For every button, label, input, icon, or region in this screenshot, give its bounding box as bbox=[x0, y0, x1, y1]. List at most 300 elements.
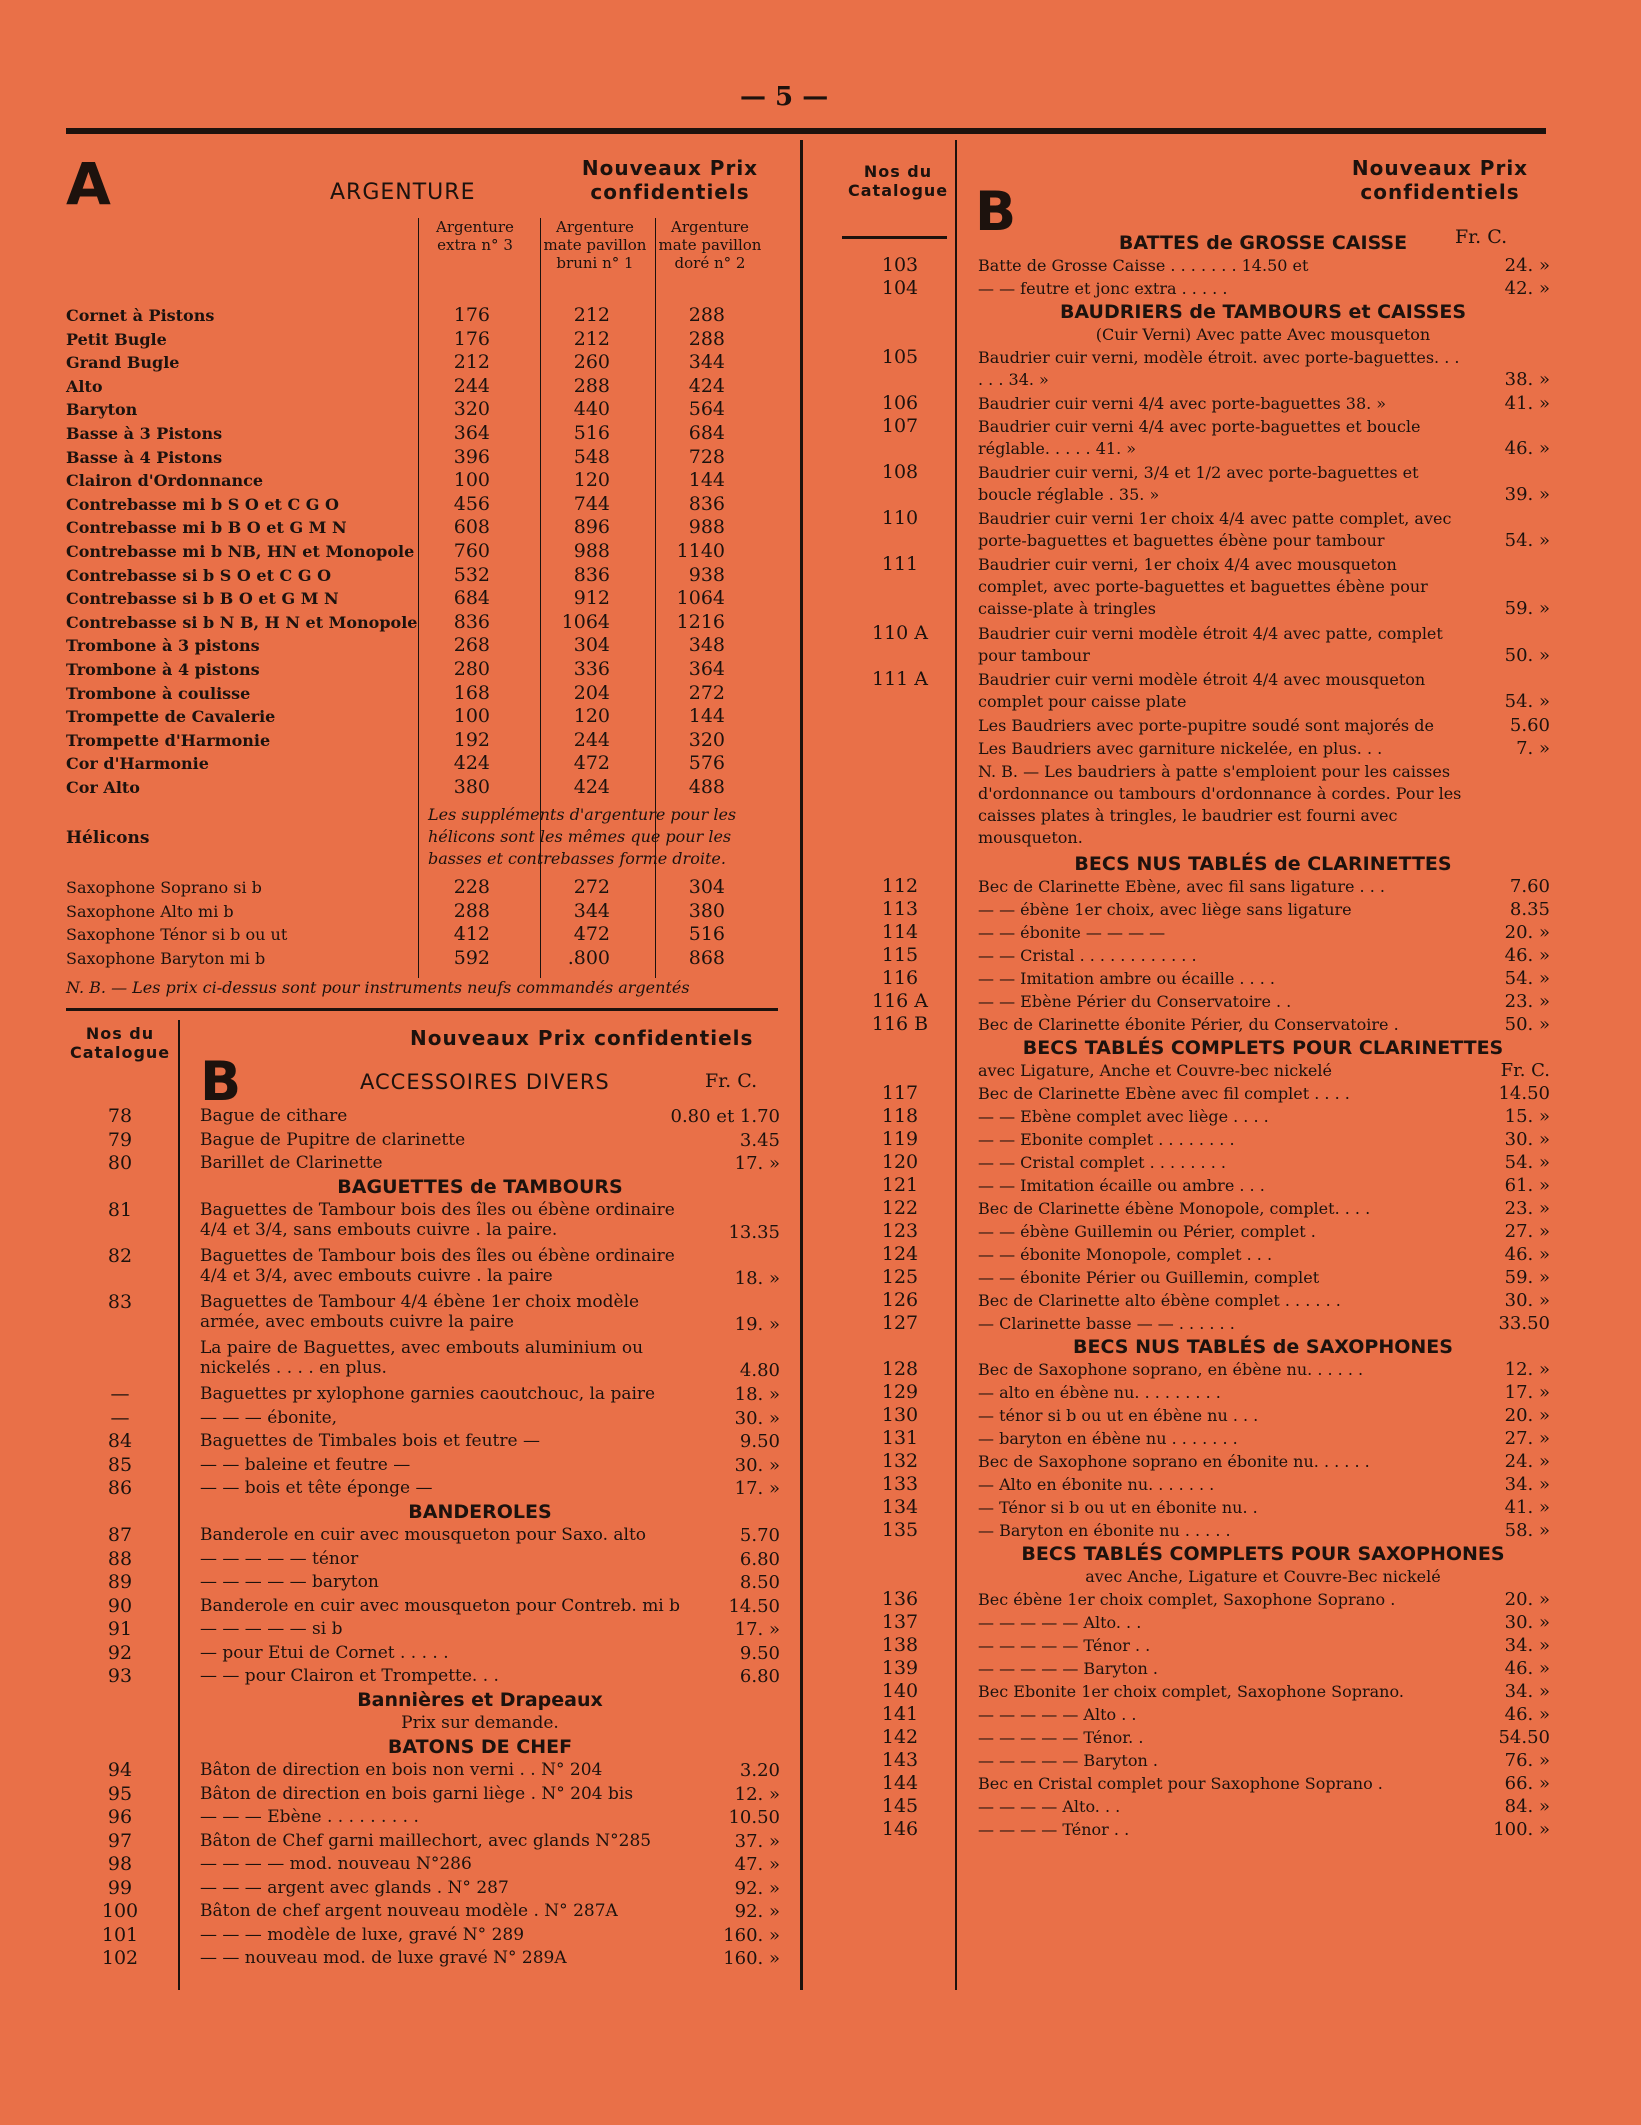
argenture-price: 424 bbox=[573, 776, 610, 798]
sax-price: .800 bbox=[567, 946, 610, 969]
item-price: 24. » bbox=[1504, 255, 1550, 276]
argenture-price: 144 bbox=[688, 705, 725, 728]
accessory-price: 14.50 bbox=[728, 1595, 780, 1617]
sax-price: 868 bbox=[688, 946, 725, 969]
accessory-description: Baguettes de Tambour bois des îles ou ébène ordinaire 4/4 et 3/4, sans embouts cuivre . la paire. bbox=[200, 1200, 675, 1240]
item-price: 46. » bbox=[1504, 945, 1550, 966]
catalog-number: 132 bbox=[881, 1450, 919, 1472]
item-description: Baudrier cuir verni, 3/4 et 1/2 avec porte-baguettes et boucle réglable . 35. » bbox=[978, 463, 1419, 504]
item-description: Bec de Clarinette Ebène, avec fil sans ligature . . . bbox=[978, 877, 1385, 896]
col-header-3: Argenture mate pavillon doré n° 2 bbox=[658, 218, 762, 272]
item-price: 12. » bbox=[1504, 1359, 1550, 1380]
catalog-number: — bbox=[110, 1383, 130, 1405]
catalog-number: 144 bbox=[881, 1772, 919, 1794]
item-price: 30. » bbox=[1504, 1129, 1550, 1150]
argenture-item-name: Basse à 4 Pistons bbox=[66, 447, 223, 467]
argenture-price: 396 bbox=[453, 445, 490, 468]
argenture-price: 912 bbox=[573, 587, 610, 610]
item-price: 34. » bbox=[1504, 1635, 1550, 1656]
argenture-price: 760 bbox=[453, 540, 490, 562]
catalog-number: 121 bbox=[881, 1174, 919, 1196]
argenture-price: 288 bbox=[688, 304, 725, 326]
item-price: 20. » bbox=[1504, 1589, 1550, 1610]
argenture-price: 440 bbox=[573, 398, 610, 421]
catalog-number: 139 bbox=[881, 1657, 919, 1679]
section-heading: BECS NUS TABLÉS de SAXOPHONES bbox=[1073, 1336, 1453, 1358]
accessory-price: 19. » bbox=[734, 1314, 780, 1335]
argenture-item-name: Cor Alto bbox=[66, 778, 140, 797]
accessory-description: — — — argent avec glands . N° 287 bbox=[200, 1877, 509, 1898]
argenture-item-name: Contrebasse mi b S O et C G O bbox=[66, 494, 339, 514]
section-title-argenture: ARGENTURE bbox=[330, 180, 476, 205]
argenture-price: 212 bbox=[453, 351, 490, 374]
item-description: Les Baudriers avec porte-pupitre soudé sont majorés de bbox=[978, 716, 1434, 735]
catalog-number: 111 bbox=[881, 553, 919, 575]
item-price: 42. » bbox=[1504, 278, 1550, 299]
item-description: — — Ebonite complet . . . . . . . . bbox=[978, 1130, 1235, 1149]
item-price: 50. » bbox=[1504, 645, 1550, 666]
accessory-price: 37. » bbox=[734, 1830, 780, 1852]
argenture-price: 100 bbox=[453, 705, 490, 728]
item-description: — — Ebène Périer du Conservatoire . . bbox=[978, 992, 1292, 1011]
catalog-number: 122 bbox=[881, 1197, 919, 1219]
catalog-number: 146 bbox=[881, 1818, 919, 1840]
argenture-price: 1064 bbox=[561, 610, 610, 633]
argenture-price: 288 bbox=[688, 327, 725, 350]
catalog-number: 130 bbox=[881, 1404, 919, 1426]
item-price: 41. » bbox=[1504, 393, 1550, 414]
argenture-price: 344 bbox=[688, 351, 725, 374]
argenture-price: 280 bbox=[453, 658, 490, 680]
catalog-number: 116 A bbox=[871, 990, 929, 1012]
item-description: — Ténor si b ou ut en ébonite nu. . bbox=[978, 1498, 1258, 1517]
item-price: 54. » bbox=[1504, 1152, 1550, 1173]
accessory-description: Prix sur demande. bbox=[401, 1713, 559, 1733]
argenture-price: 988 bbox=[573, 540, 610, 562]
argenture-price: 424 bbox=[688, 374, 725, 397]
item-price: 100. » bbox=[1493, 1819, 1550, 1840]
catalog-number: 138 bbox=[881, 1634, 919, 1656]
argenture-item-name: Petit Bugle bbox=[66, 329, 167, 349]
argenture-price: 244 bbox=[453, 374, 490, 397]
item-description: — — — — — Ténor . . bbox=[978, 1636, 1151, 1655]
item-description: Baudrier cuir verni modèle étroit 4/4 avec patte, complet pour tambour bbox=[978, 624, 1443, 665]
item-price: 66. » bbox=[1504, 1773, 1550, 1794]
item-price: 23. » bbox=[1504, 1198, 1550, 1219]
accessory-price: 3.45 bbox=[739, 1129, 780, 1151]
item-price: 17. » bbox=[1504, 1382, 1550, 1403]
item-description: Bec de Saxophone soprano en ébonite nu. . . . . . bbox=[978, 1452, 1370, 1471]
argenture-price: 836 bbox=[453, 610, 490, 633]
top-rule bbox=[66, 128, 1546, 134]
argenture-price: 608 bbox=[453, 516, 490, 539]
accessory-description: Baguettes de Tambour bois des îles ou ébène ordinaire 4/4 et 3/4, avec embouts cuivre . la paire bbox=[200, 1246, 675, 1286]
catalog-number: 123 bbox=[881, 1220, 919, 1242]
sax-item-name: Saxophone Ténor si b ou ut bbox=[66, 925, 288, 945]
argenture-item-name: Cornet à Pistons bbox=[66, 306, 215, 325]
item-description: — — feutre et jonc extra . . . . . bbox=[978, 279, 1228, 298]
catalog-number: 134 bbox=[881, 1496, 919, 1518]
argenture-price: 836 bbox=[688, 492, 725, 515]
right-catalog-header: Nos du Catalogue bbox=[848, 162, 949, 200]
catalog-number: 142 bbox=[881, 1726, 919, 1748]
catalog-number: 137 bbox=[881, 1611, 919, 1633]
section-letter-b-left: B bbox=[200, 1050, 242, 1113]
catalog-number: 97 bbox=[107, 1829, 133, 1852]
sax-price: 288 bbox=[453, 899, 490, 922]
catalog-number: 107 bbox=[881, 415, 919, 437]
col-header-1: Argenture extra n° 3 bbox=[436, 218, 514, 254]
item-price: 46. » bbox=[1504, 1244, 1550, 1265]
catalog-number: 105 bbox=[881, 346, 919, 368]
catalog-number: 119 bbox=[881, 1128, 919, 1150]
item-description: — — — — — Baryton . bbox=[978, 1751, 1158, 1770]
catalog-number: 99 bbox=[107, 1876, 133, 1899]
argenture-price: 120 bbox=[573, 705, 610, 728]
left-mid-rule bbox=[66, 1008, 778, 1011]
argenture-item-name: Contrebasse mi b NB, HN et Monopole bbox=[66, 542, 415, 561]
accessoires-title: ACCESSOIRES DIVERS bbox=[360, 1070, 610, 1094]
catalog-number: 90 bbox=[107, 1594, 133, 1617]
catalog-number: 113 bbox=[881, 898, 919, 920]
accessory-price: 13.35 bbox=[728, 1222, 780, 1243]
accessory-price: 18. » bbox=[734, 1384, 780, 1405]
argenture-price: 836 bbox=[573, 563, 610, 586]
accessory-description: — — — — mod. nouveau N°286 bbox=[200, 1854, 472, 1874]
argenture-price: 176 bbox=[453, 327, 490, 350]
item-price: 30. » bbox=[1504, 1612, 1550, 1633]
accessory-description: Banderole en cuir avec mousqueton pour Saxo. alto bbox=[200, 1525, 647, 1545]
accessory-description: Bague de Pupitre de clarinette bbox=[200, 1129, 466, 1150]
argenture-price: 268 bbox=[453, 634, 490, 657]
item-price: 27. » bbox=[1504, 1221, 1550, 1242]
right-num-rule bbox=[955, 140, 957, 1990]
item-description: — — — — Ténor . . bbox=[978, 1820, 1130, 1839]
catalog-number: 91 bbox=[107, 1618, 133, 1640]
fr-c-label: Fr. C. bbox=[705, 1070, 758, 1092]
argenture-price: 1216 bbox=[676, 610, 725, 633]
argenture-price: 272 bbox=[688, 681, 725, 704]
section-letter-a: A bbox=[66, 150, 111, 218]
catalog-number: 110 bbox=[881, 507, 919, 529]
catalog-number: 114 bbox=[881, 921, 919, 943]
argenture-price: 1064 bbox=[676, 587, 725, 610]
section-heading: BAUDRIERS de TAMBOURS et CAISSES bbox=[1059, 301, 1467, 323]
argenture-price: 364 bbox=[453, 422, 490, 444]
argenture-price: 938 bbox=[688, 563, 725, 586]
section-letter-b-right: B bbox=[975, 180, 1017, 243]
accessory-price: 160. » bbox=[723, 1924, 780, 1946]
accessory-description: Bâton de chef argent nouveau modèle . N° 287A bbox=[200, 1901, 618, 1921]
right-fr-c: Fr. C. bbox=[1455, 226, 1508, 248]
center-rule bbox=[800, 140, 803, 1990]
item-price: 23. » bbox=[1504, 991, 1550, 1012]
item-description: — — ébène Guillemin ou Périer, complet . bbox=[978, 1222, 1316, 1241]
sax-price: 304 bbox=[688, 876, 725, 898]
catalog-number: 111 A bbox=[871, 668, 929, 690]
accessory-price: 8.50 bbox=[739, 1572, 780, 1593]
helicons-note: Les suppléments d'argenture pour les hélicons sont les mêmes que pour les basses et contrebasses forme droite. bbox=[428, 805, 737, 868]
catalog-number: 87 bbox=[107, 1524, 133, 1546]
catalog-number: 101 bbox=[101, 1923, 139, 1946]
argenture-price: 516 bbox=[573, 422, 610, 444]
item-description: — — Cristal . . . . . . . . . . . . bbox=[978, 946, 1197, 965]
item-price: 5.60 bbox=[1509, 715, 1550, 736]
item-description: Baudrier cuir verni 4/4 avec porte-baguettes et boucle réglable. . . . . 41. » bbox=[978, 417, 1421, 458]
item-price: 7.60 bbox=[1509, 876, 1550, 897]
catalog-number: 82 bbox=[107, 1245, 133, 1267]
argenture-item-name: Trombone à 4 pistons bbox=[66, 660, 260, 679]
section-heading: BANDEROLES bbox=[408, 1500, 552, 1523]
accessory-description: Baguettes de Tambour 4/4 ébène 1er choix modèle armée, avec embouts cuivre la paire bbox=[200, 1292, 640, 1332]
item-description: — — — — — Alto . . bbox=[978, 1705, 1137, 1724]
argenture-price: 364 bbox=[688, 658, 725, 680]
item-description: — — Imitation écaille ou ambre . . . bbox=[978, 1176, 1265, 1195]
catalog-number: 131 bbox=[881, 1427, 919, 1449]
item-description: — — Cristal complet . . . . . . . . bbox=[978, 1153, 1226, 1172]
item-price: 27. » bbox=[1504, 1428, 1550, 1449]
item-description: — — ébonite Monopole, complet . . . bbox=[978, 1245, 1273, 1264]
accessory-description: — — — — — ténor bbox=[200, 1548, 359, 1569]
argenture-price: 212 bbox=[573, 304, 610, 326]
item-price: 84. » bbox=[1504, 1796, 1550, 1817]
section-heading: BATONS DE CHEF bbox=[387, 1735, 573, 1758]
argenture-price: 380 bbox=[453, 776, 490, 798]
item-description: Bec en Cristal complet pour Saxophone Soprano . bbox=[978, 1774, 1383, 1793]
catalog-number: 89 bbox=[107, 1571, 133, 1593]
argenture-price: 320 bbox=[453, 398, 490, 421]
sax-item-name: Saxophone Baryton mi b bbox=[66, 948, 266, 968]
catalog-number: 88 bbox=[107, 1547, 133, 1570]
accessory-price: 92. » bbox=[734, 1901, 780, 1922]
argenture-price: 176 bbox=[453, 304, 490, 326]
accessory-price: 3.20 bbox=[739, 1760, 780, 1781]
item-price: 46. » bbox=[1504, 1704, 1550, 1725]
item-price: 39. » bbox=[1504, 484, 1550, 505]
item-description: — Alto en ébonite nu. . . . . . . bbox=[978, 1475, 1215, 1494]
accessory-description: — — nouveau mod. de luxe gravé N° 289A bbox=[200, 1948, 567, 1968]
section-heading: BECS NUS TABLÉS de CLARINETTES bbox=[1074, 853, 1452, 875]
argenture-item-name: Basse à 3 Pistons bbox=[66, 424, 223, 443]
item-description: — baryton en ébène nu . . . . . . . bbox=[978, 1429, 1238, 1448]
argenture-price: 120 bbox=[573, 469, 610, 492]
catalog-number: 86 bbox=[107, 1477, 133, 1499]
catalog-number: 145 bbox=[881, 1795, 919, 1817]
argenture-item-name: Trombone à coulisse bbox=[66, 683, 251, 703]
catalog-number: 92 bbox=[107, 1641, 133, 1664]
argenture-price: 288 bbox=[573, 374, 610, 397]
argenture-price: 192 bbox=[453, 728, 490, 751]
item-price: 20. » bbox=[1504, 922, 1550, 943]
argenture-price: 204 bbox=[573, 681, 610, 704]
item-price: 61. » bbox=[1504, 1175, 1550, 1196]
item-description: Bec de Clarinette Ebène avec fil complet . . . . bbox=[978, 1084, 1350, 1103]
argenture-price: 988 bbox=[688, 516, 725, 539]
item-description: Bec de Clarinette alto ébène complet . . . . . . bbox=[978, 1291, 1341, 1310]
catalog-number: 135 bbox=[881, 1519, 919, 1541]
item-price: 59. » bbox=[1504, 598, 1550, 619]
item-price: 34. » bbox=[1504, 1681, 1550, 1702]
argenture-price: 896 bbox=[573, 516, 610, 539]
argenture-item-name: Baryton bbox=[66, 400, 138, 420]
argenture-price: 244 bbox=[573, 728, 610, 751]
catalog-number: 95 bbox=[107, 1782, 133, 1805]
sax-price: 472 bbox=[573, 923, 610, 946]
accessory-description: — — — ébonite, bbox=[200, 1407, 338, 1428]
argenture-price: 144 bbox=[688, 469, 725, 492]
accessory-description: — pour Etui de Cornet . . . . . bbox=[200, 1642, 449, 1663]
item-price: 38. » bbox=[1504, 369, 1550, 390]
catalog-number: 94 bbox=[107, 1759, 133, 1781]
item-price: 7. » bbox=[1516, 738, 1550, 759]
accessory-description: Bâton de Chef garni maillechort, avec glands N°285 bbox=[200, 1830, 652, 1851]
left-num-rule bbox=[178, 1020, 180, 1990]
accessory-description: — — — Ebène . . . . . . . . . bbox=[200, 1807, 419, 1827]
item-price: 46. » bbox=[1504, 1658, 1550, 1679]
accessory-price: 10.50 bbox=[728, 1807, 780, 1828]
argenture-price: 168 bbox=[453, 681, 490, 704]
item-description: — — ébonite Périer ou Guillemin, complet bbox=[978, 1268, 1320, 1287]
section-heading: BECS TABLÉS COMPLETS POUR CLARINETTES bbox=[1022, 1037, 1504, 1059]
argenture-item-name: Clairon d'Ordonnance bbox=[66, 471, 264, 491]
argenture-item-name: Trombone à 3 pistons bbox=[66, 636, 260, 656]
accessory-price: 6.80 bbox=[739, 1548, 780, 1570]
catalog-number: 104 bbox=[881, 277, 919, 299]
catalog-number: 93 bbox=[107, 1665, 133, 1687]
accessory-price: 4.80 bbox=[739, 1360, 780, 1381]
argenture-price: 336 bbox=[573, 658, 610, 680]
accessory-price: 30. » bbox=[734, 1407, 780, 1429]
argenture-price: 576 bbox=[688, 752, 725, 775]
left-bottom-price-header: Nouveaux Prix confidentiels bbox=[410, 1026, 754, 1050]
catalog-number: 141 bbox=[881, 1703, 919, 1725]
item-price: 20. » bbox=[1504, 1405, 1550, 1426]
accessory-price: 9.50 bbox=[739, 1431, 780, 1452]
accessory-description: Bâton de direction en bois garni liège . N° 204 bis bbox=[200, 1783, 634, 1804]
accessory-price: 17. » bbox=[734, 1478, 780, 1499]
accessory-description: — — — modèle de luxe, gravé N° 289 bbox=[200, 1924, 525, 1945]
accessory-description: Barillet de Clarinette bbox=[200, 1153, 383, 1173]
item-price: 30. » bbox=[1504, 1290, 1550, 1311]
argenture-item-name: Contrebasse mi b B O et G M N bbox=[66, 518, 347, 538]
accessory-price: 17. » bbox=[734, 1153, 780, 1174]
argenture-price: 684 bbox=[688, 422, 725, 444]
argenture-price: 472 bbox=[573, 752, 610, 775]
item-description: — — Ebène complet avec liège . . . . bbox=[978, 1107, 1269, 1126]
catalog-number: 96 bbox=[107, 1806, 133, 1828]
section-heading: Bannières et Drapeaux bbox=[357, 1688, 603, 1711]
sax-price: 344 bbox=[573, 899, 610, 922]
argenture-price: 564 bbox=[688, 398, 725, 421]
accessory-price: 12. » bbox=[734, 1783, 780, 1805]
catalog-number: 128 bbox=[881, 1358, 919, 1380]
item-price: Fr. C. bbox=[1500, 1060, 1550, 1081]
item-price: 24. » bbox=[1504, 1451, 1550, 1472]
sax-price: 516 bbox=[688, 923, 725, 946]
accessory-price: 5.70 bbox=[739, 1525, 780, 1546]
catalog-number: 102 bbox=[101, 1947, 139, 1969]
catalog-number: 124 bbox=[881, 1243, 919, 1265]
catalog-number: 120 bbox=[881, 1151, 919, 1173]
item-description: N. B. — Les baudriers à patte s'emploient pour les caisses d'ordonnance ou tambours d'ordonnance à cordes. Pour les caisses plates à tringles, le baudrier est fourni avec mousqueton. bbox=[978, 762, 1462, 847]
catalog-number: 118 bbox=[881, 1105, 919, 1127]
item-description: — — Imitation ambre ou écaille . . . . bbox=[978, 969, 1275, 988]
argenture-price: 260 bbox=[573, 351, 610, 374]
argenture-item-name: Trompette de Cavalerie bbox=[66, 707, 276, 727]
catalog-number: 83 bbox=[107, 1291, 133, 1313]
section-heading: BECS TABLÉS COMPLETS POUR SAXOPHONES bbox=[1021, 1543, 1505, 1565]
accessory-price: 6.80 bbox=[739, 1666, 780, 1687]
accessory-description: — — baleine et feutre — bbox=[200, 1454, 411, 1475]
item-description: Bec ébène 1er choix complet, Saxophone Soprano . bbox=[978, 1590, 1396, 1609]
item-price: 54. » bbox=[1504, 968, 1550, 989]
item-price: 54. » bbox=[1504, 530, 1550, 551]
argenture-price: 684 bbox=[453, 587, 490, 610]
catalog-number: — bbox=[110, 1406, 130, 1429]
argenture-item-name: Contrebasse si b B O et G M N bbox=[66, 589, 339, 609]
helicons-label: Hélicons bbox=[66, 828, 150, 848]
item-price: 58. » bbox=[1504, 1520, 1550, 1541]
accessory-description: — — bois et tête éponge — bbox=[200, 1478, 433, 1498]
catalog-number: 100 bbox=[101, 1900, 139, 1922]
argenture-price: 348 bbox=[688, 634, 725, 657]
argenture-price: 548 bbox=[573, 445, 610, 468]
right-cat-underline bbox=[842, 236, 947, 239]
catalog-number: 84 bbox=[107, 1430, 133, 1452]
item-description: — — ébonite — — — — bbox=[978, 923, 1166, 942]
argenture-item-name: Cor d'Harmonie bbox=[66, 754, 209, 774]
catalog-number: 78 bbox=[107, 1105, 133, 1127]
catalog-number: 103 bbox=[881, 254, 919, 276]
item-description: — alto en ébène nu. . . . . . . . . bbox=[978, 1383, 1221, 1402]
sax-price: 412 bbox=[453, 923, 490, 946]
accessory-description: Bague de cithare bbox=[200, 1106, 348, 1126]
accessory-price: 17. » bbox=[734, 1619, 780, 1640]
argenture-item-name: Contrebasse si b N B, H N et Monopole bbox=[66, 612, 418, 632]
accessory-description: Baguettes de Timbales bois et feutre — bbox=[200, 1431, 540, 1451]
accessory-description: Baguettes pr xylophone garnies caoutchouc, la paire bbox=[200, 1384, 656, 1404]
catalog-number: 81 bbox=[107, 1199, 133, 1221]
catalog-number: 126 bbox=[881, 1289, 919, 1311]
argenture-nb: N. B. — Les prix ci-dessus sont pour instruments neufs commandés argentés bbox=[66, 978, 690, 997]
argenture-item-name: Trompette d'Harmonie bbox=[66, 730, 271, 750]
item-description: — — — — — Ténor. . bbox=[978, 1728, 1144, 1747]
accessory-price: 47. » bbox=[734, 1854, 780, 1875]
accessory-description: — — pour Clairon et Trompette. . . bbox=[200, 1666, 499, 1686]
argenture-price: 424 bbox=[453, 752, 490, 775]
item-description: Batte de Grosse Caisse . . . . . . . 14.50 et bbox=[978, 256, 1309, 275]
accessory-price: 92. » bbox=[734, 1877, 780, 1899]
catalog-number: 108 bbox=[881, 461, 919, 483]
catalog-number: 125 bbox=[881, 1266, 919, 1288]
item-price: 34. » bbox=[1504, 1474, 1550, 1495]
argenture-price: 744 bbox=[573, 492, 610, 515]
catalog-number: 110 A bbox=[871, 622, 929, 644]
price-header: Nouveaux Prix confidentiels bbox=[581, 156, 759, 204]
catalog-number: 106 bbox=[881, 392, 919, 414]
item-description: Bec de Saxophone soprano, en ébène nu. . . . . . bbox=[978, 1360, 1364, 1379]
col-divider bbox=[418, 218, 419, 978]
catalog-number: 115 bbox=[881, 944, 919, 966]
item-description: Baudrier cuir verni 1er choix 4/4 avec patte complet, avec porte-baguettes et baguettes ébène pour tambour bbox=[978, 509, 1452, 550]
item-price: 41. » bbox=[1504, 1497, 1550, 1518]
accessory-price: 0.80 et 1.70 bbox=[670, 1106, 780, 1127]
catalog-number: 98 bbox=[107, 1853, 133, 1875]
catalog-number: 116 B bbox=[871, 1013, 929, 1035]
accessory-price: 9.50 bbox=[739, 1642, 780, 1664]
item-description: Baudrier cuir verni 4/4 avec porte-baguettes 38. » bbox=[978, 394, 1387, 413]
item-description: Bec de Clarinette ébène Monopole, complet. . . . bbox=[978, 1199, 1371, 1218]
